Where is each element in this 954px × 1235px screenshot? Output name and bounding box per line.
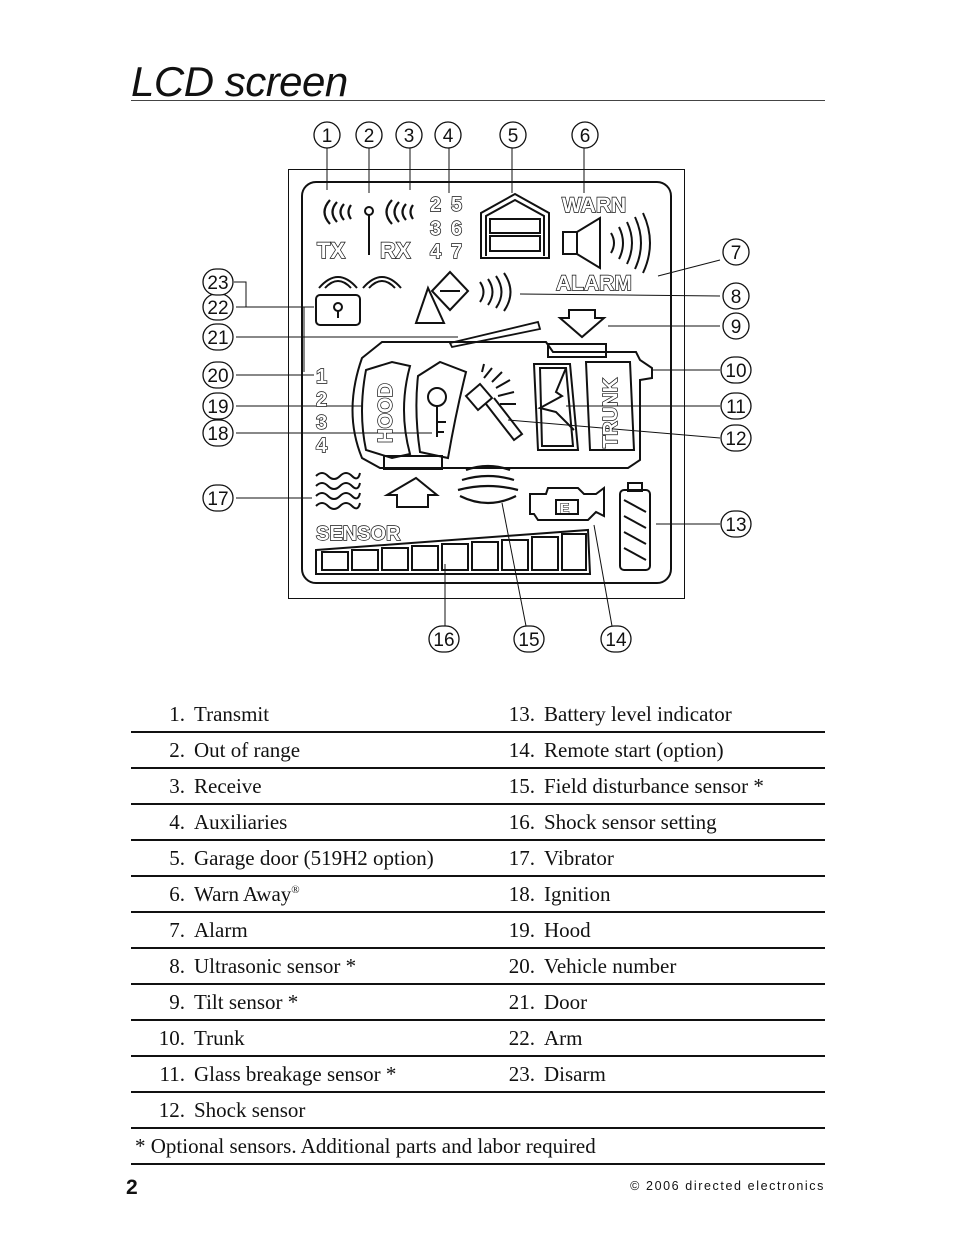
ultrasonic-sensor-icon [416,272,511,323]
door-icon [450,322,540,347]
svg-text:8: 8 [730,287,742,308]
svg-text:7: 7 [451,241,463,263]
field-disturbance-icon [458,466,518,503]
callout-11 [721,393,751,419]
legend-footnote-row [131,1128,825,1164]
receive-icon [387,200,414,224]
engine-letter: E [560,500,570,516]
callout-6 [572,122,598,148]
lock-icon [316,295,360,325]
svg-text:13: 13 [725,515,747,536]
garage-door-icon [481,194,549,258]
svg-text:9: 9 [730,317,742,338]
callout-19 [203,393,233,419]
hood-label: HOOD [375,383,397,443]
legend-row: 6. Warn Away® 18. Ignition [131,876,825,912]
callout-10 [721,357,751,383]
shock-sensor-icon [466,364,522,440]
legend-row: 9. Tilt sensor * 21. Door [131,984,825,1020]
callout-9 [723,313,749,339]
svg-text:1: 1 [316,366,328,388]
out-of-range-icon [365,207,373,255]
page-title: LCD screen [131,58,348,105]
svg-text:14: 14 [605,630,627,651]
callout-23 [203,269,233,295]
up-arrow-icon [387,478,437,507]
transmit-icon [325,200,352,224]
svg-text:16: 16 [433,630,455,651]
svg-text:7: 7 [730,243,742,264]
callout-1 [314,122,340,148]
svg-text:3: 3 [403,126,415,147]
callout-2 [356,122,382,148]
ignition-key-icon [416,362,466,458]
svg-text:4: 4 [430,241,442,263]
svg-text:3: 3 [430,218,442,240]
legend-row: 2. Out of range 14. Remote start (option) [131,732,825,768]
warn-label: WARN [562,194,627,217]
legend-row: 10. Trunk 22. Arm [131,1020,825,1056]
svg-text:2: 2 [430,194,442,216]
svg-text:10: 10 [725,361,747,382]
svg-text:6: 6 [451,218,463,240]
callout-15 [514,626,544,652]
rx-label: RX [380,238,411,263]
legend-table [131,697,825,1165]
warn-away-label: Warn Away [194,881,292,906]
legend-row: 1. Transmit 13. Battery level indicator [131,697,825,732]
copyright: © 2006 directed electronics [630,1179,825,1193]
callout-17 [203,485,233,511]
svg-text:20: 20 [207,366,229,387]
callout-5 [500,122,526,148]
callout-13 [721,511,751,537]
page-number: 2 [126,1176,138,1199]
trunk-label: TRUNK [600,378,622,448]
callout-22 [203,294,233,320]
tilt-arrow-icon [560,310,604,337]
speaker-icon [563,213,650,273]
svg-text:2: 2 [316,389,328,411]
legend-row: 11. Glass breakage sensor * 23. Disarm [131,1056,825,1092]
svg-text:21: 21 [207,328,229,349]
sensor-label: SENSOR [316,523,401,545]
svg-text:1: 1 [321,126,333,147]
callout-20 [203,362,233,388]
vibrator-icon [316,473,360,509]
svg-text:22: 22 [207,298,229,319]
callout-21 [203,324,233,350]
svg-text:3: 3 [316,412,328,434]
legend-row: 12. Shock sensor [131,1092,825,1128]
vehicle-numbers [316,366,328,457]
legend-row: 5. Garage door (519H2 option) 17. Vibrator [131,840,825,876]
tx-label: TX [317,238,346,263]
disarm-icon [319,277,401,288]
legend-row: 3. Receive 15. Field disturbance sensor * [131,768,825,804]
svg-text:19: 19 [207,397,229,418]
svg-text:4: 4 [442,126,454,147]
svg-text:15: 15 [518,630,540,651]
callout-7 [723,239,749,265]
svg-text:11: 11 [726,397,746,418]
svg-text:6: 6 [579,126,591,147]
glass-breakage-icon [534,364,578,450]
legend-row: 7. Alarm 19. Hood [131,912,825,948]
svg-text:12: 12 [725,429,747,450]
svg-text:23: 23 [207,273,229,294]
callout-12 [721,425,751,451]
footnote: * Optional sensors. Additional parts and labor required [131,1128,825,1164]
callout-3 [396,122,422,148]
svg-text:5: 5 [451,194,463,216]
svg-text:18: 18 [207,424,229,445]
svg-text:2: 2 [363,126,375,147]
registered-mark: ® [291,883,300,896]
battery-icon [620,483,650,570]
svg-text:4: 4 [316,435,328,457]
callout-18 [203,420,233,446]
callout-14 [601,626,631,652]
svg-text:17: 17 [207,489,229,510]
legend-row: 4. Auxiliaries 16. Shock sensor setting [131,804,825,840]
legend-row: 8. Ultrasonic sensor * 20. Vehicle number [131,948,825,984]
callout-8 [723,283,749,309]
alarm-label: ALARM [556,272,632,295]
svg-text:5: 5 [507,126,519,147]
callout-4 [435,122,461,148]
callout-16 [429,626,459,652]
auxiliaries-digits [430,194,462,263]
